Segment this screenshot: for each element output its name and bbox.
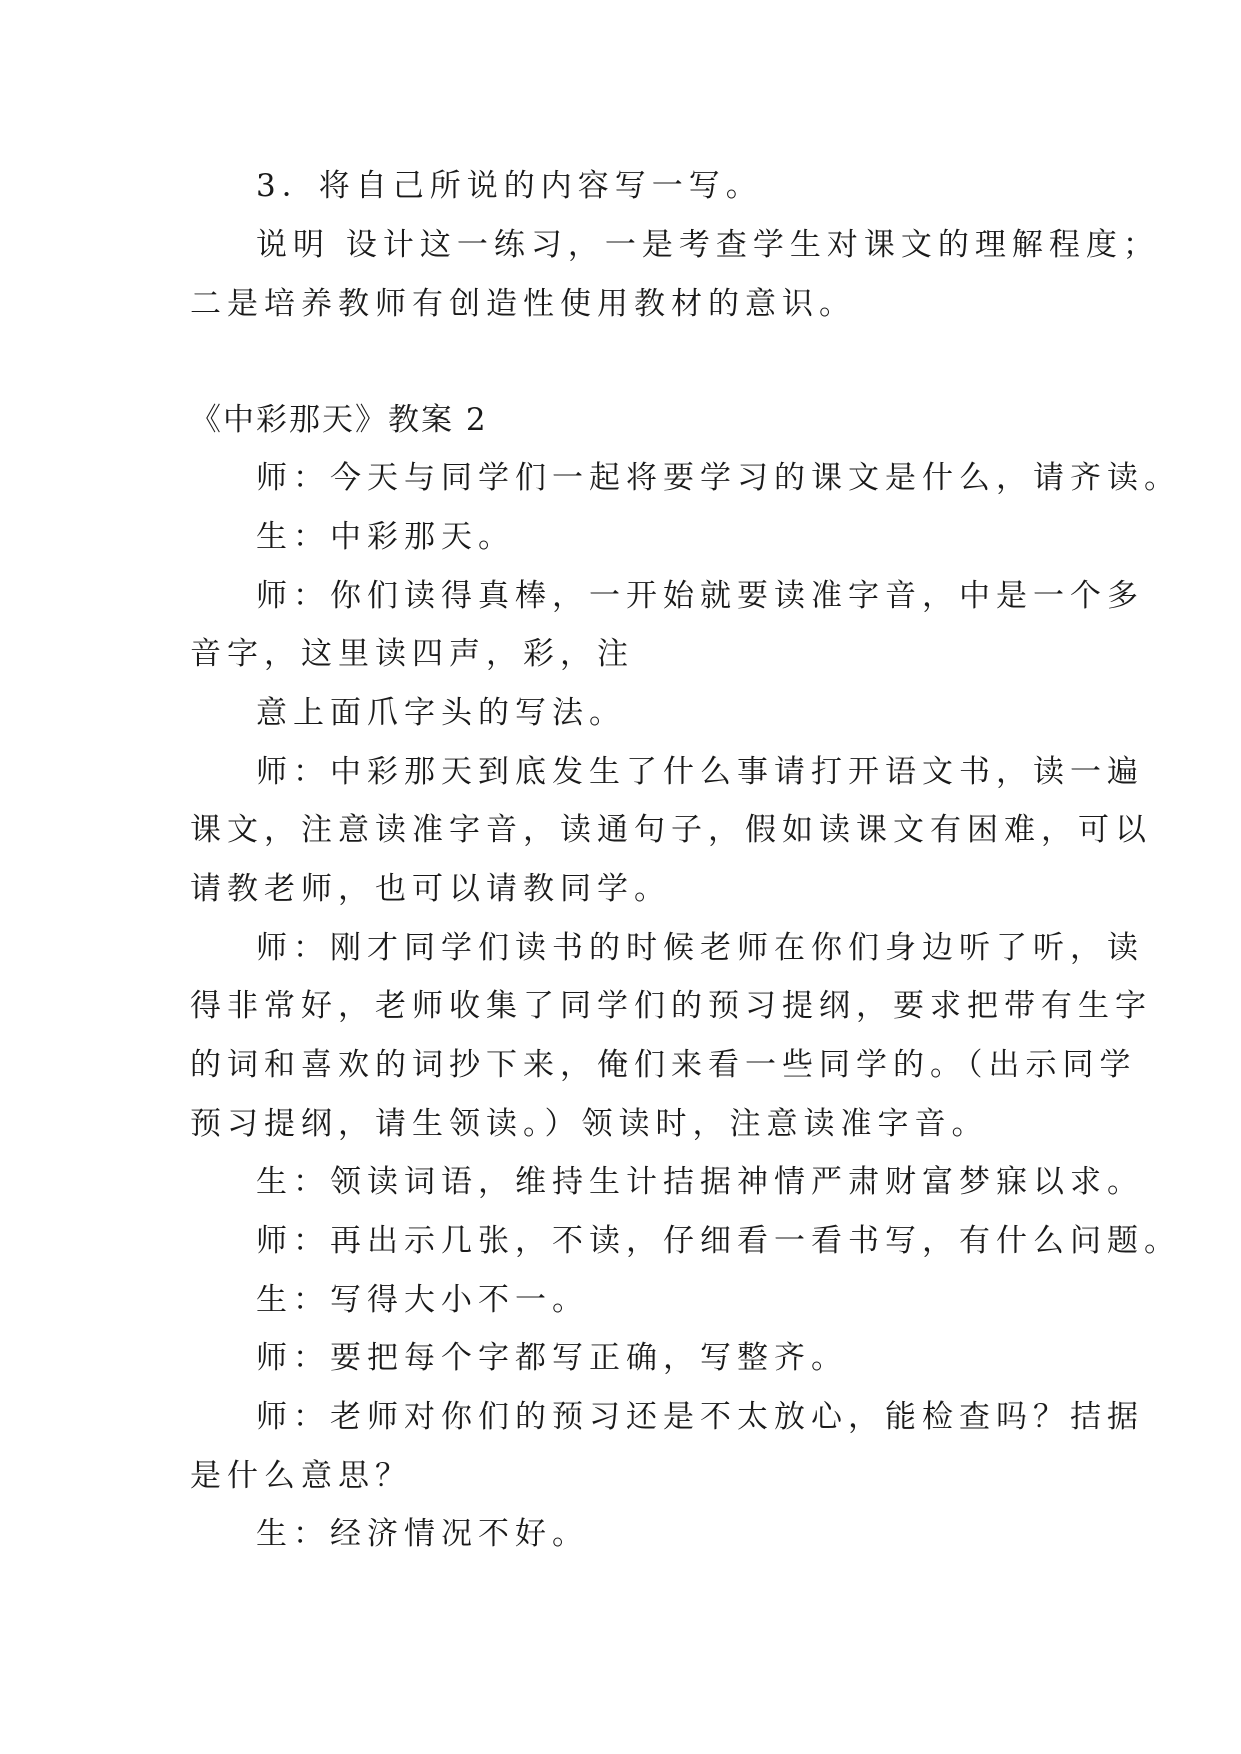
dialogue-line: 师：老师对你们的预习还是不太放心，能检查吗？拮据 xyxy=(256,1399,1144,1435)
dialogue-line: 师：再出示几张，不读，仔细看一看书写，有什么问题。 xyxy=(256,1223,1181,1259)
section-title: 《中彩那天》教案 2 xyxy=(190,402,488,438)
text-line-note: 说明 设计这一练习，一是考查学生对课文的理解程度； xyxy=(256,227,1160,263)
dialogue-line: 生：写得大小不一。 xyxy=(256,1282,589,1318)
dialogue-line-cont: 请教老师，也可以请教同学。 xyxy=(190,871,671,907)
dialogue-line: 师：今天与同学们一起将要学习的课文是什么，请齐读。 xyxy=(256,460,1181,496)
dialogue-line-cont: 音字，这里读四声，彩，注 xyxy=(190,636,634,672)
dialogue-line-cont: 得非常好，老师收集了同学们的预习提纲，要求把带有生字 xyxy=(190,988,1152,1024)
dialogue-line: 生：领读词语，维持生计拮据神情严肃财富梦寐以求。 xyxy=(256,1164,1144,1200)
dialogue-line: 师：刚才同学们读书的时候老师在你们身边听了听，读 xyxy=(256,930,1144,966)
dialogue-line-cont: 课文，注意读准字音，读通句子，假如读课文有困难，可以 xyxy=(190,812,1152,848)
dialogue-line: 生：经济情况不好。 xyxy=(256,1516,589,1552)
dialogue-line: 师：要把每个字都写正确，写整齐。 xyxy=(256,1340,848,1376)
text-line-item-3: 3．将自己所说的内容写一写。 xyxy=(256,168,763,204)
dialogue-line: 生：中彩那天。 xyxy=(256,519,515,555)
dialogue-line: 师：中彩那天到底发生了什么事请打开语文书，读一遍 xyxy=(256,754,1144,790)
dialogue-line-cont: 预习提纲，请生领读。）领读时，注意读准字音。 xyxy=(190,1106,989,1142)
dialogue-line-cont: 的词和喜欢的词抄下来，俺们来看一些同学的。（出示同学 xyxy=(190,1047,1137,1083)
text-line-note-cont: 二是培养教师有创造性使用教材的意识。 xyxy=(190,286,856,322)
dialogue-line-cont: 意上面爪字头的写法。 xyxy=(256,695,626,731)
dialogue-line-cont: 是什么意思？ xyxy=(190,1458,412,1494)
dialogue-line: 师：你们读得真棒，一开始就要读准字音，中是一个多 xyxy=(256,578,1144,614)
